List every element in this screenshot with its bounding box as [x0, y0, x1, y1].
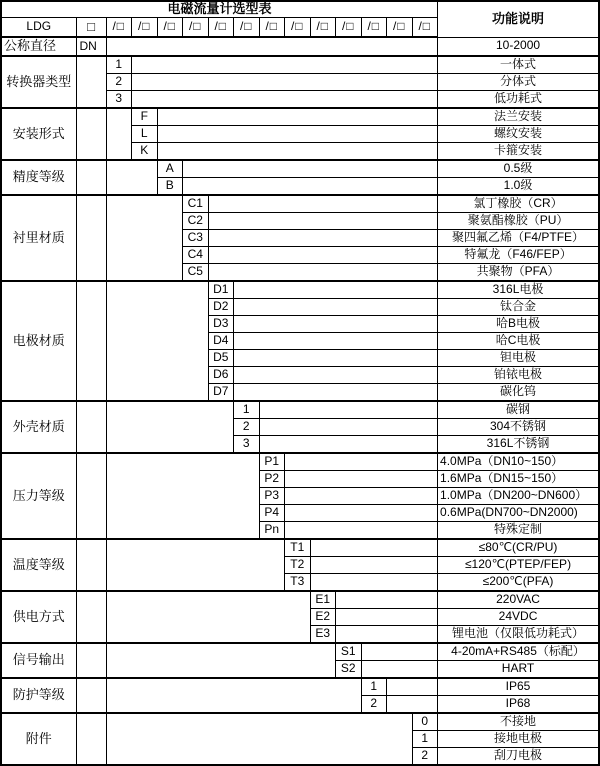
- function-desc-cell: 304不锈钢: [438, 419, 599, 436]
- group-label: 信号输出: [1, 643, 76, 678]
- right-spacer: [208, 247, 438, 264]
- function-desc-cell: 0.5级: [438, 160, 599, 178]
- group-label: 温度等级: [1, 539, 76, 591]
- option-row: [1, 160, 599, 178]
- model-slot-cell: /□: [234, 18, 260, 38]
- right-spacer: [259, 401, 438, 419]
- function-header: 功能说明: [438, 1, 599, 37]
- function-desc-cell: 0.6MPa(DN700~DN2000): [438, 505, 599, 522]
- code-cell: P1: [259, 453, 285, 471]
- left-spacer: [106, 643, 336, 678]
- code-cell: P4: [259, 505, 285, 522]
- code-cell: Pn: [259, 522, 285, 540]
- dn-code-cell: DN: [76, 37, 106, 56]
- code-cell: C2: [183, 213, 209, 230]
- b-column-spacer: [76, 591, 106, 643]
- code-cell: D1: [208, 281, 234, 299]
- code-cell: 3: [234, 436, 260, 454]
- code-cell: 1: [106, 56, 132, 74]
- code-cell: P3: [259, 488, 285, 505]
- b-column-spacer: [76, 160, 106, 195]
- function-desc-cell: 卡箍安装: [438, 143, 599, 161]
- option-row: [1, 453, 599, 471]
- right-spacer: [234, 350, 438, 367]
- left-spacer: [106, 401, 234, 453]
- title-row: [1, 1, 599, 18]
- code-cell: 2: [412, 748, 438, 766]
- right-spacer: [387, 678, 438, 696]
- code-cell: D3: [208, 316, 234, 333]
- function-desc-cell: ≤80℃(CR/PU): [438, 539, 599, 557]
- group-label: 外壳材质: [1, 401, 76, 453]
- group-label: 附件: [1, 713, 76, 765]
- right-spacer: [285, 488, 438, 505]
- code-cell: P2: [259, 471, 285, 488]
- function-desc-cell: 法兰安装: [438, 108, 599, 126]
- function-desc-cell: 碳化钨: [438, 384, 599, 402]
- dn-desc-cell: 10-2000: [438, 37, 599, 56]
- group-label: 电极材质: [1, 281, 76, 401]
- code-cell: 2: [234, 419, 260, 436]
- option-row: [1, 195, 599, 213]
- dn-spacer: [106, 37, 438, 56]
- code-cell: E2: [310, 609, 336, 626]
- left-spacer: [106, 591, 310, 643]
- b-column-spacer: [76, 713, 106, 765]
- model-slot-cell: /□: [208, 18, 234, 38]
- function-desc-cell: IP65: [438, 678, 599, 696]
- function-desc-cell: HART: [438, 661, 599, 679]
- right-spacer: [208, 264, 438, 282]
- code-cell: C5: [183, 264, 209, 282]
- function-desc-cell: ≤120℃(PTEP/FEP): [438, 557, 599, 574]
- option-row: [1, 401, 599, 419]
- function-desc-cell: 钽电极: [438, 350, 599, 367]
- code-cell: E1: [310, 591, 336, 609]
- function-desc-cell: 螺纹安装: [438, 126, 599, 143]
- left-spacer: [106, 160, 157, 195]
- option-row: [1, 591, 599, 609]
- right-spacer: [132, 56, 438, 74]
- page-title: 电磁流量计选型表: [1, 1, 438, 18]
- code-cell: C4: [183, 247, 209, 264]
- function-desc-cell: 4-20mA+RS485（标配）: [438, 643, 599, 661]
- option-row: [1, 643, 599, 661]
- right-spacer: [336, 626, 438, 644]
- function-desc-cell: 特殊定制: [438, 522, 599, 540]
- right-spacer: [259, 436, 438, 454]
- b-column-spacer: [76, 401, 106, 453]
- code-cell: 1: [234, 401, 260, 419]
- function-desc-cell: 钛合金: [438, 299, 599, 316]
- right-spacer: [234, 299, 438, 316]
- code-cell: 1: [361, 678, 387, 696]
- right-spacer: [285, 522, 438, 540]
- group-label: 转换器类型: [1, 56, 76, 108]
- function-desc-cell: ≤200℃(PFA): [438, 574, 599, 592]
- function-desc-cell: 低功耗式: [438, 91, 599, 109]
- left-spacer: [106, 281, 208, 401]
- left-spacer: [106, 539, 285, 591]
- right-spacer: [234, 384, 438, 402]
- model-box-cell: □: [76, 18, 106, 38]
- option-row: [1, 539, 599, 557]
- function-desc-cell: 316L电极: [438, 281, 599, 299]
- function-desc-cell: 1.6MPa（DN15~150）: [438, 471, 599, 488]
- code-cell: D5: [208, 350, 234, 367]
- function-desc-cell: 聚四氟乙烯（F4/PTFE）: [438, 230, 599, 247]
- code-cell: T3: [285, 574, 311, 592]
- b-column-spacer: [76, 108, 106, 160]
- code-cell: C1: [183, 195, 209, 213]
- option-row: [1, 56, 599, 74]
- function-desc-cell: 24VDC: [438, 609, 599, 626]
- b-column-spacer: [76, 643, 106, 678]
- model-slot-cell: /□: [336, 18, 362, 38]
- code-cell: 3: [106, 91, 132, 109]
- right-spacer: [234, 367, 438, 384]
- function-desc-cell: 4.0MPa（DN10~150）: [438, 453, 599, 471]
- function-desc-cell: 哈B电极: [438, 316, 599, 333]
- code-cell: D7: [208, 384, 234, 402]
- model-slot-cell: /□: [106, 18, 132, 38]
- right-spacer: [157, 143, 438, 161]
- function-desc-cell: 锂电池（仅限低功耗式）: [438, 626, 599, 644]
- code-cell: 2: [361, 696, 387, 714]
- b-column-spacer: [76, 678, 106, 713]
- right-spacer: [361, 661, 438, 679]
- right-spacer: [387, 696, 438, 714]
- right-spacer: [157, 126, 438, 143]
- function-desc-cell: 铂铱电极: [438, 367, 599, 384]
- code-cell: S1: [336, 643, 362, 661]
- model-slot-cell: /□: [259, 18, 285, 38]
- code-cell: D4: [208, 333, 234, 350]
- function-desc-cell: 聚氨酯橡胶（PU）: [438, 213, 599, 230]
- dn-row: [1, 37, 599, 56]
- code-cell: D2: [208, 299, 234, 316]
- right-spacer: [208, 213, 438, 230]
- right-spacer: [234, 333, 438, 350]
- right-spacer: [310, 539, 438, 557]
- right-spacer: [336, 591, 438, 609]
- b-column-spacer: [76, 539, 106, 591]
- left-spacer: [106, 108, 132, 160]
- function-desc-cell: 一体式: [438, 56, 599, 74]
- function-desc-cell: 接地电极: [438, 731, 599, 748]
- right-spacer: [183, 178, 438, 196]
- right-spacer: [234, 316, 438, 333]
- function-desc-cell: 1.0级: [438, 178, 599, 196]
- code-cell: S2: [336, 661, 362, 679]
- right-spacer: [310, 574, 438, 592]
- dn-label: 公称直径: [1, 37, 76, 56]
- code-cell: K: [132, 143, 158, 161]
- function-desc-cell: 特氟龙（F46/FEP）: [438, 247, 599, 264]
- function-desc-cell: 刮刀电极: [438, 748, 599, 766]
- function-desc-cell: 不接地: [438, 713, 599, 731]
- code-cell: B: [157, 178, 183, 196]
- code-cell: C3: [183, 230, 209, 247]
- model-slot-cell: /□: [310, 18, 336, 38]
- left-spacer: [106, 713, 412, 765]
- right-spacer: [157, 108, 438, 126]
- b-column-spacer: [76, 281, 106, 401]
- option-row: [1, 678, 599, 696]
- model-slot-cell: /□: [157, 18, 183, 38]
- right-spacer: [208, 195, 438, 213]
- right-spacer: [183, 160, 438, 178]
- function-desc-cell: 316L不锈钢: [438, 436, 599, 454]
- code-cell: 1: [412, 731, 438, 748]
- model-slot-cell: /□: [285, 18, 311, 38]
- left-spacer: [106, 195, 183, 281]
- right-spacer: [285, 471, 438, 488]
- right-spacer: [285, 505, 438, 522]
- code-cell: T1: [285, 539, 311, 557]
- function-desc-cell: 碳钢: [438, 401, 599, 419]
- model-slot-cell: /□: [183, 18, 209, 38]
- function-desc-cell: 分体式: [438, 74, 599, 91]
- function-desc-cell: 哈C电极: [438, 333, 599, 350]
- model-slot-cell: /□: [132, 18, 158, 38]
- left-spacer: [106, 678, 361, 713]
- right-spacer: [259, 419, 438, 436]
- code-cell: A: [157, 160, 183, 178]
- right-spacer: [132, 91, 438, 109]
- group-label: 安装形式: [1, 108, 76, 160]
- function-desc-cell: 氯丁橡胶（CR）: [438, 195, 599, 213]
- code-cell: D6: [208, 367, 234, 384]
- b-column-spacer: [76, 56, 106, 108]
- group-label: 精度等级: [1, 160, 76, 195]
- function-desc-cell: 220VAC: [438, 591, 599, 609]
- option-row: [1, 281, 599, 299]
- group-label: 衬里材质: [1, 195, 76, 281]
- group-label: 防护等级: [1, 678, 76, 713]
- right-spacer: [234, 281, 438, 299]
- code-cell: 0: [412, 713, 438, 731]
- option-row: [1, 108, 599, 126]
- group-label: 压力等级: [1, 453, 76, 539]
- right-spacer: [336, 609, 438, 626]
- code-cell: F: [132, 108, 158, 126]
- code-cell: L: [132, 126, 158, 143]
- code-cell: 2: [106, 74, 132, 91]
- left-spacer: [106, 453, 259, 539]
- function-desc-cell: 1.0MPa（DN200~DN600）: [438, 488, 599, 505]
- b-column-spacer: [76, 195, 106, 281]
- model-slot-cell: /□: [412, 18, 438, 38]
- right-spacer: [132, 74, 438, 91]
- right-spacer: [310, 557, 438, 574]
- right-spacer: [361, 643, 438, 661]
- group-label: 供电方式: [1, 591, 76, 643]
- right-spacer: [208, 230, 438, 247]
- right-spacer: [285, 453, 438, 471]
- model-prefix: LDG: [1, 18, 76, 38]
- code-cell: T2: [285, 557, 311, 574]
- b-column-spacer: [76, 453, 106, 539]
- function-desc-cell: IP68: [438, 696, 599, 714]
- model-slot-cell: /□: [361, 18, 387, 38]
- code-cell: E3: [310, 626, 336, 644]
- function-desc-cell: 共聚物（PFA）: [438, 264, 599, 282]
- model-slot-cell: /□: [387, 18, 413, 38]
